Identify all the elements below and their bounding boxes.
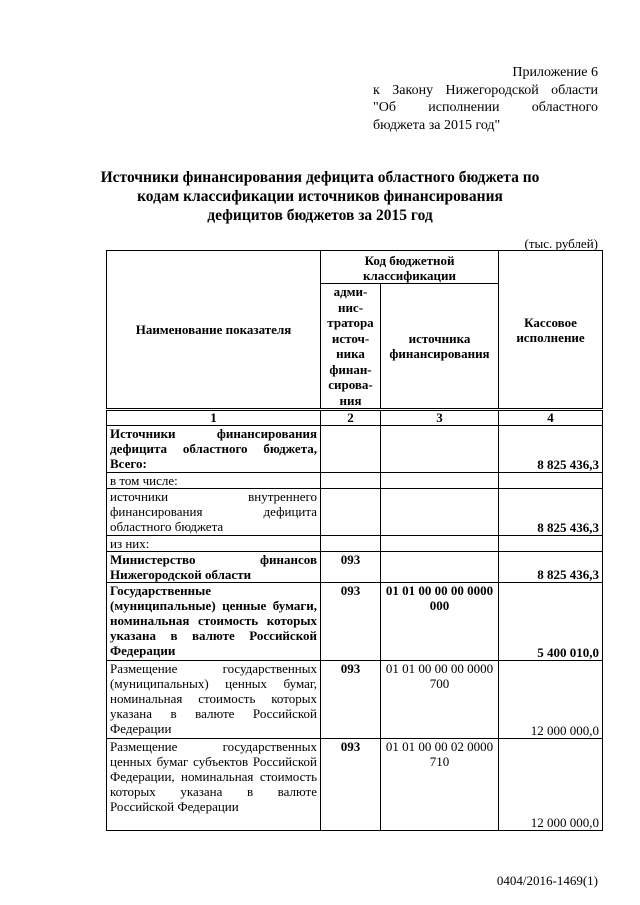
- col-number-2: 2: [321, 410, 381, 426]
- row-source: [381, 426, 499, 473]
- row-name: Министерство финансов Нижегородской области: [107, 552, 321, 583]
- table-row: [107, 473, 603, 489]
- row-source: 01 01 00 00 00 0000 000: [381, 583, 499, 661]
- row-amount: 12 000 000,0: [499, 739, 603, 831]
- appendix-line-3: "Об исполнении областного: [373, 100, 598, 115]
- row-source: 01 01 00 00 02 0000 710: [381, 739, 499, 831]
- header-code-group: Код бюджетной классификации: [321, 251, 499, 284]
- row-source: [381, 552, 499, 583]
- header-row-1: [107, 251, 603, 284]
- row-admin: 093: [321, 583, 381, 661]
- row-name: Размещение государственных ценных бумаг субъектов Российской Федерации, номинальная стоимость которых указана в валюте Российской Федерации: [107, 739, 321, 831]
- table-row: [107, 739, 603, 831]
- table-row: [107, 426, 603, 473]
- row-source: [381, 536, 499, 552]
- column-numbers-row: [107, 410, 603, 426]
- row-amount: 8 825 436,3: [499, 426, 603, 473]
- row-amount: [499, 473, 603, 489]
- table-row: [107, 661, 603, 739]
- header-admin-lines: адми- нис- тратора источ- ника финан- сирова- ния: [327, 284, 374, 408]
- row-source: 01 01 00 00 00 0000 700: [381, 661, 499, 739]
- header-execution: Кассовое исполнение: [499, 251, 603, 410]
- col-number-1: 1: [107, 410, 321, 426]
- row-admin: 093: [321, 661, 381, 739]
- document-title: Источники финансирования дефицита областного бюджета по кодам классификации источников финансирования дефицитов бюджетов за 2015 год: [100, 169, 540, 224]
- document-code: 0404/2016-1469(1): [496, 873, 598, 888]
- table-row: [107, 536, 603, 552]
- row-admin: [321, 473, 381, 489]
- row-amount: 8 825 436,3: [499, 489, 603, 536]
- row-admin: [321, 426, 381, 473]
- appendix-heading: [373, 64, 598, 134]
- row-source: [381, 473, 499, 489]
- row-name: в том числе:: [107, 473, 321, 489]
- row-amount: 8 825 436,3: [499, 552, 603, 583]
- row-admin: [321, 536, 381, 552]
- col-number-3: 3: [381, 410, 499, 426]
- table-row: [107, 583, 603, 661]
- header-source: источника финансирования: [381, 284, 499, 410]
- col-number-4: 4: [499, 410, 603, 426]
- appendix-line-1: Приложение 6: [512, 65, 598, 80]
- appendix-line-4: бюджета за 2015 год": [373, 117, 501, 133]
- table-row: [107, 489, 603, 536]
- row-admin: 093: [321, 552, 381, 583]
- units-note: (тыс. рублей): [524, 236, 598, 251]
- row-name: Государственные (муниципальные) ценные бумаги, номинальная стоимость которых указана в валюте Российской Федерации: [107, 583, 321, 661]
- row-amount: [499, 536, 603, 552]
- header-admin: [321, 284, 381, 410]
- row-amount: 5 400 010,0: [499, 583, 603, 661]
- sources-table: [106, 250, 603, 831]
- row-admin: 093: [321, 739, 381, 831]
- header-name: Наименование показателя: [107, 251, 321, 410]
- row-name: Источники финансирования дефицита областного бюджета, Всего:: [107, 426, 321, 473]
- appendix-line-2: к Закону Нижегородской области: [373, 82, 598, 98]
- row-name: из них:: [107, 536, 321, 552]
- row-admin: [321, 489, 381, 536]
- row-name: Размещение государственных (муниципальных) ценных бумаг, номинальная стоимость которых указана в валюте Российской Федерации: [107, 661, 321, 739]
- row-amount: 12 000 000,0: [499, 661, 603, 739]
- table-row: [107, 552, 603, 583]
- row-name: источники внутреннего финансирования дефицита областного бюджета: [107, 489, 321, 536]
- row-source: [381, 489, 499, 536]
